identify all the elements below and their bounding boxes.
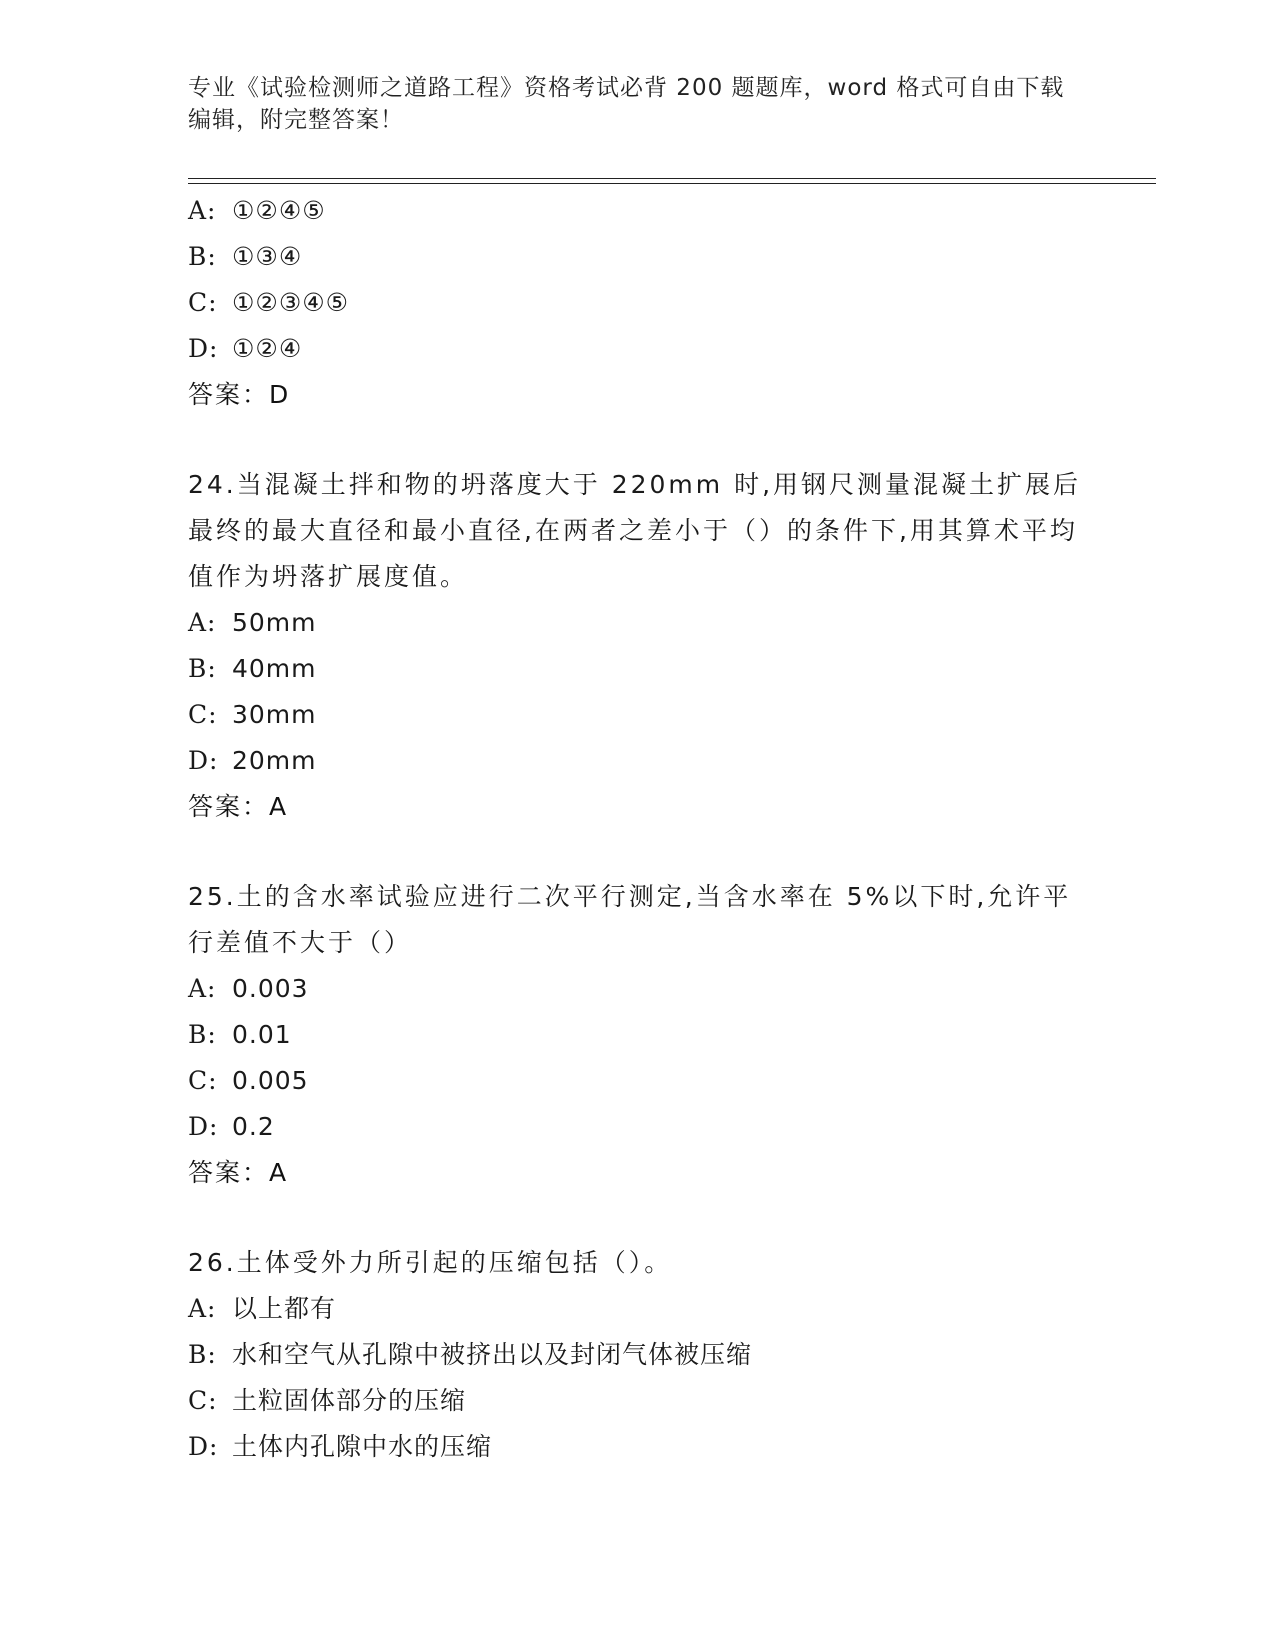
answer-line: 答案：A — [188, 792, 289, 821]
option-a: A: ①②④⑤ — [188, 196, 326, 225]
option-d: D: 20mm — [188, 746, 317, 775]
option-c: C: 土粒固体部分的压缩 — [188, 1386, 467, 1415]
document-content — [188, 188, 1148, 1470]
answer-line: 答案：D — [188, 380, 291, 409]
option-c: C: ①②③④⑤ — [188, 288, 350, 317]
question-24 — [188, 462, 1148, 830]
header-divider-bottom — [188, 183, 1156, 184]
document-header: 专业《试验检测师之道路工程》资格考试必背 200 题题库，word 格式可自由下载编辑，附完整答案！ — [188, 75, 1065, 133]
option-b: B: 0.01 — [188, 1020, 292, 1049]
option-d: D: ①②④ — [188, 334, 303, 363]
question-stem: 24.当混凝土拌和物的坍落度大于 220mm 时,用钢尺测量混凝土扩展后最终的最大直径和最小直径,在两者之差小于（）的条件下,用其算术平均值作为坍落扩展度值。 — [188, 470, 1082, 591]
question-23-continued — [188, 188, 1148, 418]
option-a: A: 50mm — [188, 608, 317, 637]
option-c: C: 0.005 — [188, 1066, 309, 1095]
header-divider-top — [188, 178, 1156, 179]
question-25 — [188, 874, 1148, 1196]
option-a: A: 0.003 — [188, 974, 309, 1003]
question-stem: 26.土体受外力所引起的压缩包括（）。 — [188, 1248, 673, 1277]
option-c: C: 30mm — [188, 700, 317, 729]
option-d: D: 0.2 — [188, 1112, 275, 1141]
question-26 — [188, 1240, 1148, 1470]
answer-line: 答案：A — [188, 1158, 289, 1187]
option-b: B: ①③④ — [188, 242, 303, 271]
option-b: B: 水和空气从孔隙中被挤出以及封闭气体被压缩 — [188, 1340, 753, 1369]
question-stem: 25.土的含水率试验应进行二次平行测定,当含水率在 5%以下时,允许平行差值不大于（） — [188, 882, 1072, 957]
option-b: B: 40mm — [188, 654, 317, 683]
option-d: D: 土体内孔隙中水的压缩 — [188, 1432, 493, 1461]
option-a: A: 以上都有 — [188, 1294, 337, 1323]
